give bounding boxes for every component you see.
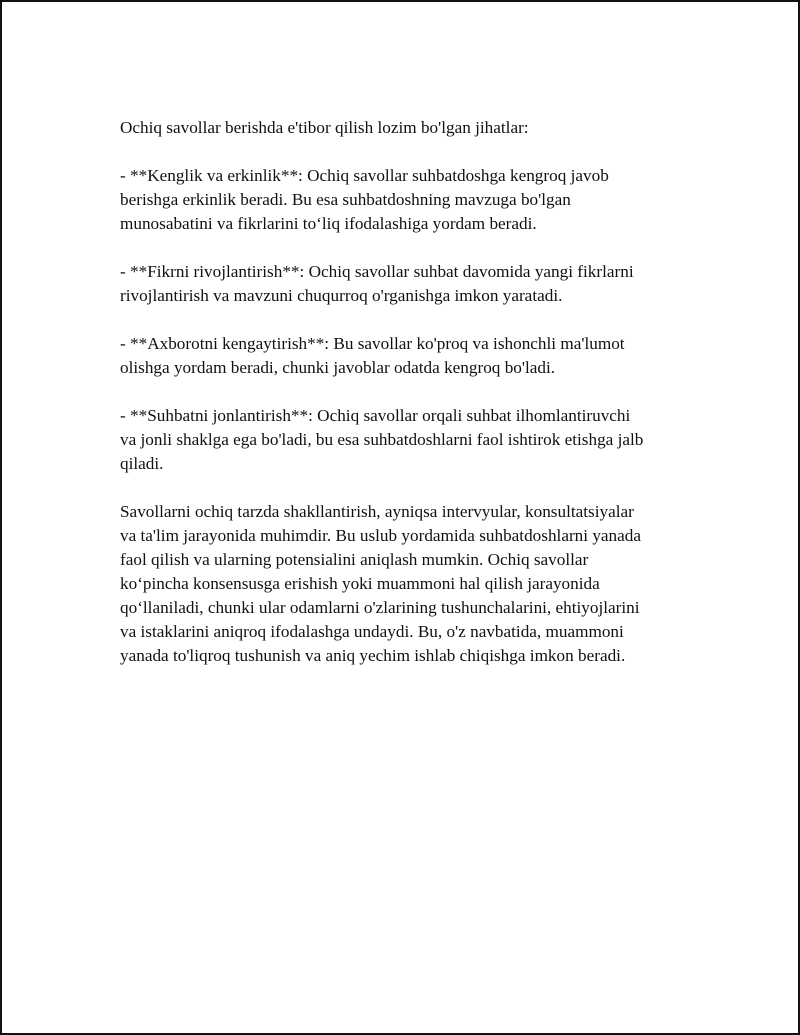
conclusion-line: faol qilish va ularning potensialini aniqlash mumkin. Ochiq savollar [120, 550, 589, 569]
point-line: va jonli shaklga ega bo'ladi, bu esa suhbatdoshlarni faol ishtirok etishga jalb [120, 430, 644, 449]
point-line: - **Axborotni kengaytirish**: Bu savollar ko'proq va ishonchli ma'lumot [120, 334, 625, 353]
point-line: berishga erkinlik beradi. Bu esa suhbatdoshning mavzuga bo'lgan [120, 190, 571, 209]
point-line: - **Fikrni rivojlantirish**: Ochiq savollar suhbat davomida yangi fikrlarni [120, 262, 634, 281]
conclusion-line: va ta'lim jarayonida muhimdir. Bu uslub yordamida suhbatdoshlarni yanada [120, 526, 642, 545]
point-kenglik-paragraph [120, 164, 700, 236]
conclusion-line: ko‘pincha konsensusga erishish yoki muammoni hal qilish jarayonida [120, 574, 600, 593]
point-line: munosabatini va fikrlarini to‘liq ifodalashiga yordam beradi. [120, 214, 537, 233]
intro-paragraph [120, 116, 700, 140]
point-line: olishga yordam beradi, chunki javoblar odatda kengroq bo'ladi. [120, 358, 556, 377]
document-body [120, 116, 700, 692]
point-line: qiladi. [120, 454, 164, 473]
point-line: - **Kenglik va erkinlik**: Ochiq savollar suhbatdoshga kengroq javob [120, 166, 609, 185]
point-axborotni-paragraph [120, 332, 700, 380]
conclusion-line: qo‘llaniladi, chunki ular odamlarni o'zlarining tushunchalarini, ehtiyojlarini [120, 598, 640, 617]
point-line: rivojlantirish va mavzuni chuqurroq o'rganishga imkon yaratadi. [120, 286, 563, 305]
conclusion-line: va istaklarini aniqroq ifodalashga undaydi. Bu, o'z navbatida, muammoni [120, 622, 624, 641]
point-suhbatni-paragraph [120, 404, 700, 476]
conclusion-paragraph [120, 500, 700, 668]
conclusion-line: Savollarni ochiq tarzda shakllantirish, ayniqsa intervyular, konsultatsiyalar [120, 502, 634, 521]
point-fikrni-paragraph [120, 260, 700, 308]
point-line: - **Suhbatni jonlantirish**: Ochiq savollar orqali suhbat ilhomlantiruvchi [120, 406, 631, 425]
intro-line: Ochiq savollar berishda e'tibor qilish lozim bo'lgan jihatlar: [120, 118, 529, 137]
conclusion-line: yanada to'liqroq tushunish va aniq yechim ishlab chiqishga imkon beradi. [120, 646, 626, 665]
